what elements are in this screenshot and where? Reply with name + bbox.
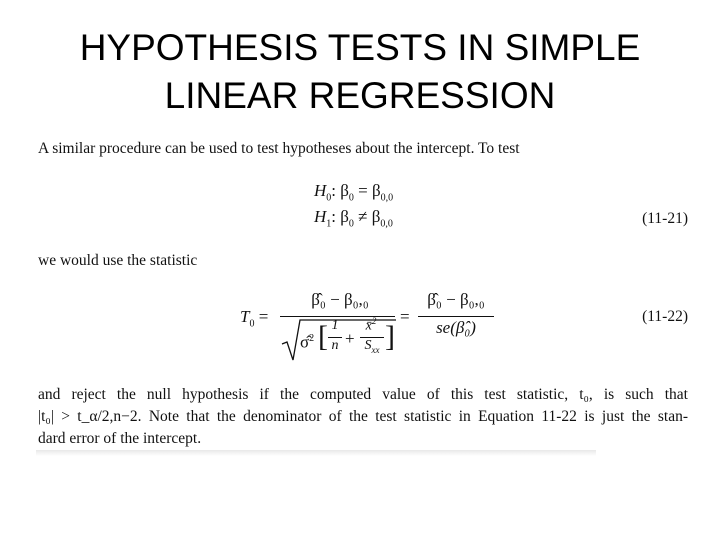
left-numerator: β̂₀ − β₀,₀ — [311, 290, 369, 309]
left-bracket: [ — [318, 320, 328, 353]
alternative-hypothesis: $H_1$: $\beta_0 \ne \beta_{0,0}$ — [314, 207, 393, 230]
intro-sentence: A similar procedure can be used to test hypotheses about the intercept. To test — [38, 140, 520, 157]
title-line-1: HYPOTHESIS TESTS IN SIMPLE — [79, 27, 641, 68]
right-numerator: β̂₀ − β₀,₀ — [427, 290, 485, 309]
equation-number-11-21: (11-21) — [642, 210, 688, 227]
right-bracket: ] — [385, 320, 395, 353]
conclusion-line-3: dard error of the intercept. — [38, 430, 202, 447]
conclusion-paragraph — [38, 384, 688, 450]
one-over-n-denominator: n — [331, 338, 339, 353]
title-line-2: LINEAR REGRESSION — [164, 75, 556, 116]
xbar-squared: x̄$^2$ — [365, 316, 377, 334]
conclusion-line-1: and reject the null hypothesis if the computed value of this test statistic, t₀, is such that — [38, 386, 688, 403]
one-over-n-numerator: 1 — [331, 318, 339, 333]
cropped-text-edge — [36, 450, 596, 456]
null-hypothesis: $H_0$: $\beta_0 = \beta_{0,0}$ — [314, 181, 394, 204]
statistic-sentence: we would use the statistic — [38, 252, 198, 269]
sigma-squared: σ̂$^2$ — [300, 332, 315, 352]
right-denominator: se(β̂₀) — [436, 318, 476, 337]
plus-sign: + — [345, 329, 355, 348]
test-statistic-symbol: $T_0$ = — [240, 307, 269, 330]
conclusion-line-2: |t₀| > t_α/2,n−2. Note that the denominator of the test statistic in Equation 11-22 is just the stan- — [38, 408, 688, 425]
equation-number-11-22: (11-22) — [642, 308, 688, 325]
sxx: $S_{xx}$ — [364, 338, 380, 355]
second-equals: = — [400, 307, 410, 326]
